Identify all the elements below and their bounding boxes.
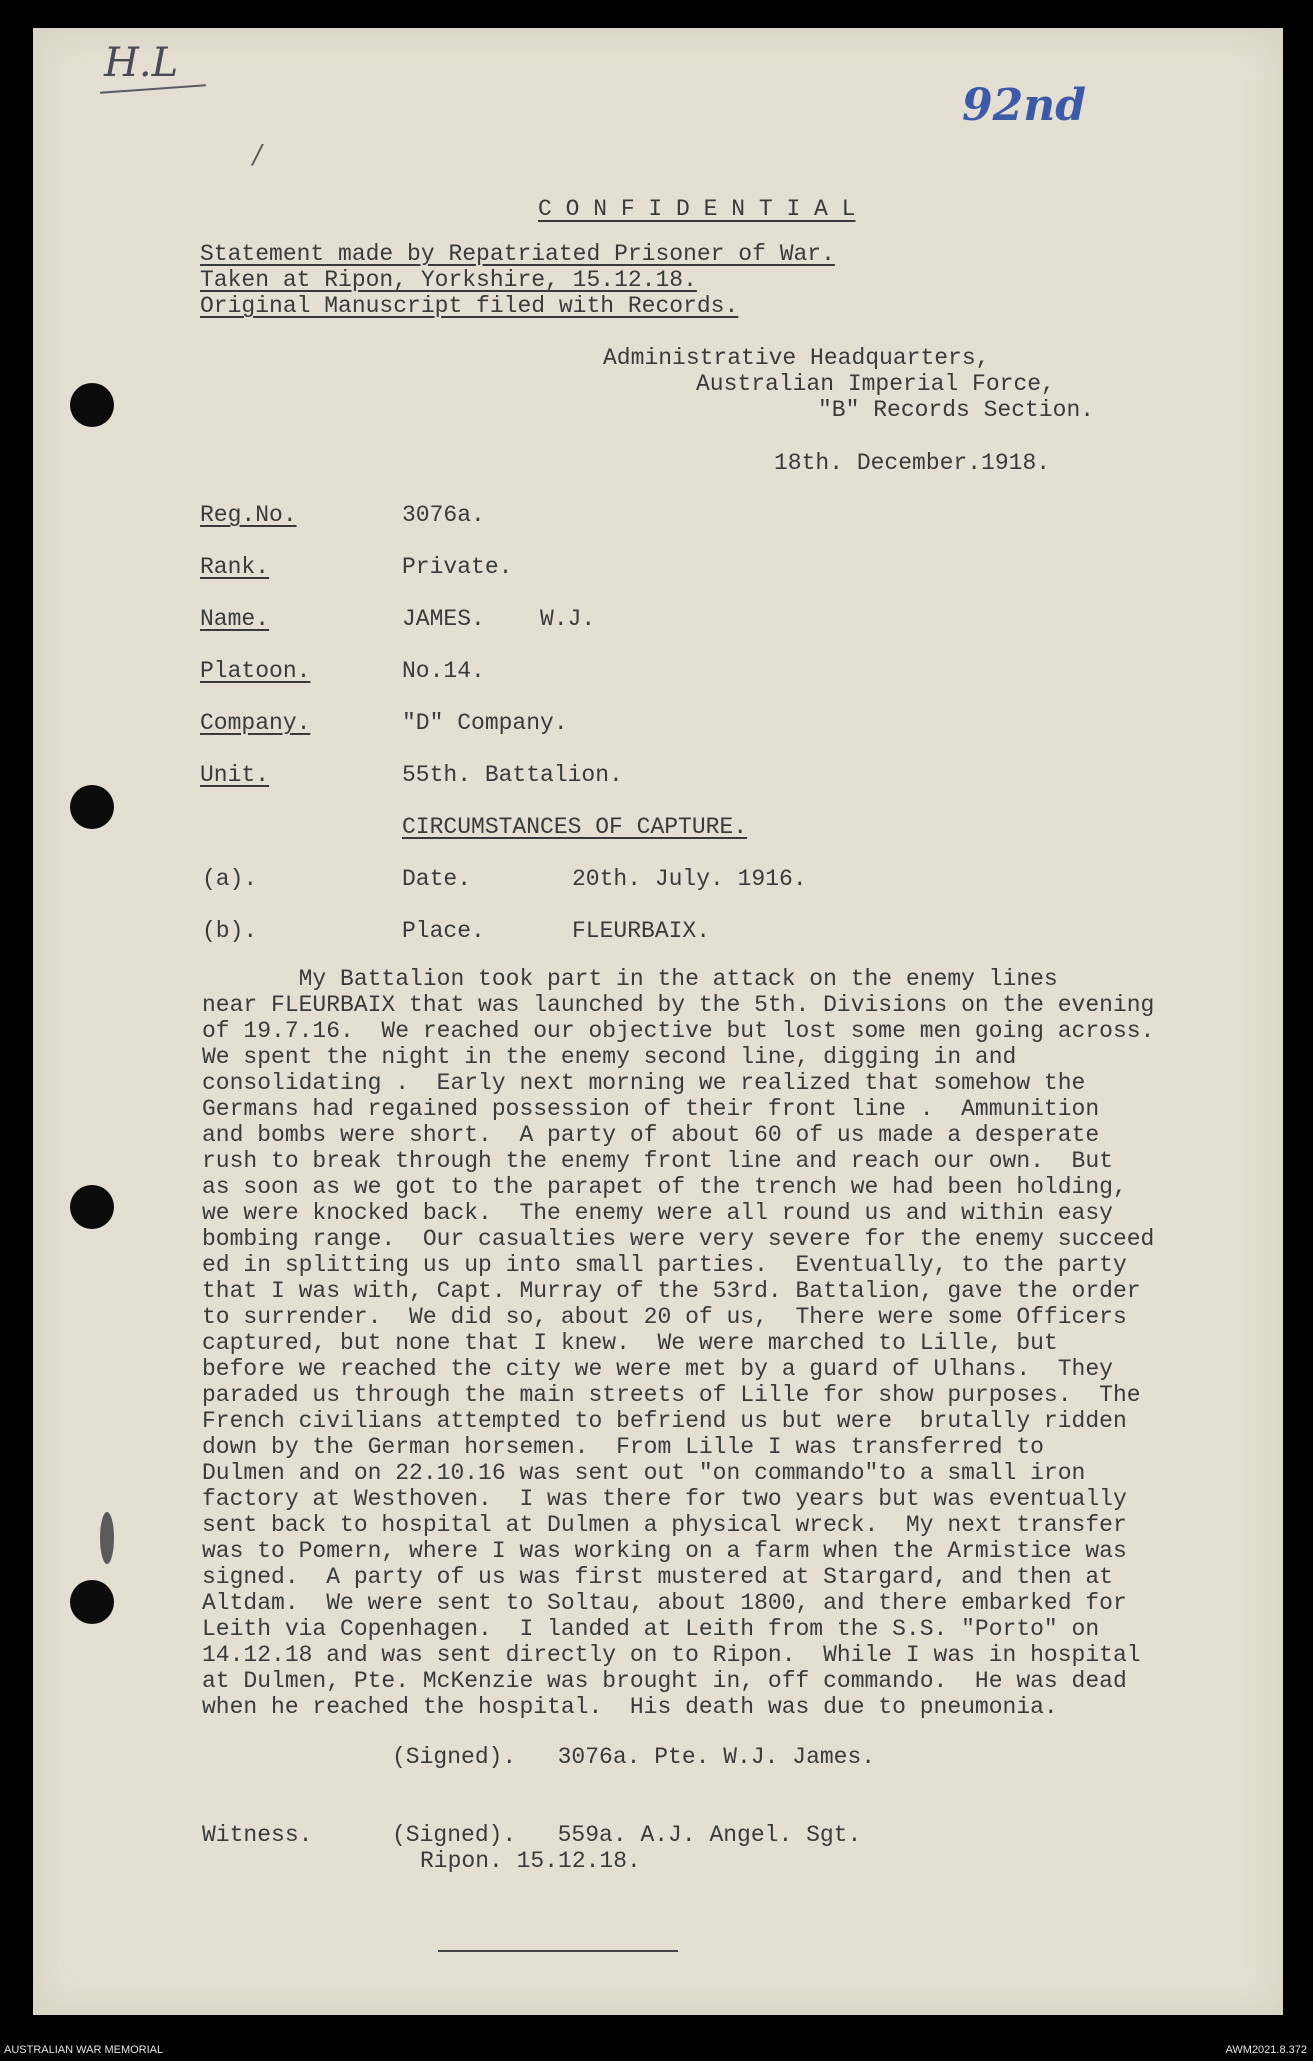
statement-body bbox=[202, 966, 1282, 1720]
handwritten-note: 92nd bbox=[962, 80, 1086, 131]
footer-source: AUSTRALIAN WAR MEMORIAL bbox=[4, 2044, 164, 2056]
field-value-unit: 55th. Battalion. bbox=[402, 762, 623, 788]
statement-line: at Dulmen, Pte. McKenzie was brought in, off commando. He was dead bbox=[202, 1668, 1127, 1694]
document-title: C O N F I D E N T I A L bbox=[538, 196, 856, 222]
closing-rule bbox=[438, 1950, 678, 1952]
statement-line: when he reached the hospital. His death was due to pneumonia. bbox=[202, 1694, 1058, 1720]
statement-line: 14.12.18 and was sent directly on to Ripon. While I was in hospital bbox=[202, 1642, 1141, 1668]
handwritten-mark: / bbox=[253, 140, 262, 170]
field-value-company: "D" Company. bbox=[402, 710, 568, 736]
field-label-name: Name. bbox=[200, 606, 270, 632]
statement-line: as soon as we got to the parapet of the trench we had been holding, bbox=[202, 1174, 1127, 1200]
field-value-reg-no: 3076a. bbox=[402, 502, 485, 528]
address-line-3: "B" Records Section. bbox=[818, 397, 1095, 423]
footer-accession: AWM2021.8.372 bbox=[1225, 2044, 1307, 2056]
statement-line: rush to break through the enemy front line and reach our own. But bbox=[202, 1148, 1113, 1174]
signature-line: (Signed). 3076a. Pte. W.J. James. bbox=[392, 1744, 876, 1770]
statement-line: Germans had regained possession of their front line . Ammunition bbox=[202, 1096, 1100, 1122]
capture-place-key: Place. bbox=[402, 918, 485, 944]
field-label-company: Company. bbox=[200, 710, 311, 736]
statement-line: Leith via Copenhagen. I landed at Leith from the S.S. "Porto" on bbox=[202, 1616, 1100, 1642]
field-value-name: JAMES. W.J. bbox=[402, 606, 596, 632]
statement-line: was to Pomern, where I was working on a farm when the Armistice was bbox=[202, 1538, 1127, 1564]
header-line-2: Taken at Ripon, Yorkshire, 15.12.18. bbox=[200, 267, 697, 293]
statement-line: signed. A party of us was first mustered at Stargard, and then at bbox=[202, 1564, 1113, 1590]
statement-line: French civilians attempted to befriend us but were brutally ridden bbox=[202, 1408, 1127, 1434]
statement-line: ed in splitting us up into small parties. Eventually, to the party bbox=[202, 1252, 1127, 1278]
statement-line: Dulmen and on 22.10.16 was sent out "on commando"to a small iron bbox=[202, 1460, 1086, 1486]
punch-hole bbox=[70, 383, 114, 427]
statement-line: sent back to hospital at Dulmen a physical wreck. My next transfer bbox=[202, 1512, 1127, 1538]
capture-heading: CIRCUMSTANCES OF CAPTURE. bbox=[402, 814, 748, 840]
field-label-reg-no: Reg.No. bbox=[200, 502, 297, 528]
statement-line: My Battalion took part in the attack on the enemy lines bbox=[202, 966, 1058, 992]
statement-line: near FLEURBAIX that was launched by the 5th. Divisions on the evening bbox=[202, 992, 1155, 1018]
capture-date-value: 20th. July. 1916. bbox=[572, 866, 807, 892]
header-line-3: Original Manuscript filed with Records. bbox=[200, 293, 739, 319]
address-line-1: Administrative Headquarters, bbox=[603, 345, 990, 371]
field-value-platoon: No.14. bbox=[402, 658, 485, 684]
statement-line: that I was with, Capt. Murray of the 53rd. Battalion, gave the order bbox=[202, 1278, 1141, 1304]
address-line-2: Australian Imperial Force, bbox=[696, 371, 1055, 397]
field-label-rank: Rank. bbox=[200, 554, 270, 580]
statement-line: we were knocked back. The enemy were all round us and within easy bbox=[202, 1200, 1113, 1226]
witness-label: Witness. bbox=[202, 1822, 313, 1848]
punch-hole bbox=[70, 785, 114, 829]
statement-line: of 19.7.16. We reached our objective but lost some men going across. bbox=[202, 1018, 1155, 1044]
statement-line: We spent the night in the enemy second line, digging in and bbox=[202, 1044, 1017, 1070]
statement-line: factory at Westhoven. I was there for two years but was eventually bbox=[202, 1486, 1127, 1512]
punch-hole bbox=[70, 1185, 114, 1229]
statement-line: before we reached the city we were met by a guard of Ulhans. They bbox=[202, 1356, 1113, 1382]
statement-line: bombing range. Our casualties were very severe for the enemy succeed bbox=[202, 1226, 1155, 1252]
capture-a-label: (a). bbox=[202, 866, 258, 892]
punch-hole bbox=[70, 1580, 114, 1624]
capture-date-key: Date. bbox=[402, 866, 472, 892]
statement-line: Altdam. We were sent to Soltau, about 1800, and there embarked for bbox=[202, 1590, 1127, 1616]
capture-place-value: FLEURBAIX. bbox=[572, 918, 711, 944]
statement-line: and bombs were short. A party of about 60 of us made a desperate bbox=[202, 1122, 1100, 1148]
handwritten-initials: H.L bbox=[104, 40, 179, 86]
statement-line: paraded us through the main streets of Lille for show purposes. The bbox=[202, 1382, 1141, 1408]
statement-line: to surrender. We did so, about 20 of us, There were some Officers bbox=[202, 1304, 1127, 1330]
punch-mark bbox=[100, 1512, 114, 1564]
witness-signature: (Signed). 559a. A.J. Angel. Sgt. bbox=[392, 1822, 862, 1848]
witness-place-date: Ripon. 15.12.18. bbox=[420, 1848, 641, 1874]
field-value-rank: Private. bbox=[402, 554, 513, 580]
header-line-1: Statement made by Repatriated Prisoner of War. bbox=[200, 241, 835, 267]
statement-line: consolidating . Early next morning we realized that somehow the bbox=[202, 1070, 1086, 1096]
statement-line: down by the German horsemen. From Lille I was transferred to bbox=[202, 1434, 1044, 1460]
capture-b-label: (b). bbox=[202, 918, 258, 944]
field-label-platoon: Platoon. bbox=[200, 658, 311, 684]
statement-line: captured, but none that I knew. We were marched to Lille, but bbox=[202, 1330, 1058, 1356]
field-label-unit: Unit. bbox=[200, 762, 270, 788]
statement-date: 18th. December.1918. bbox=[774, 450, 1051, 476]
